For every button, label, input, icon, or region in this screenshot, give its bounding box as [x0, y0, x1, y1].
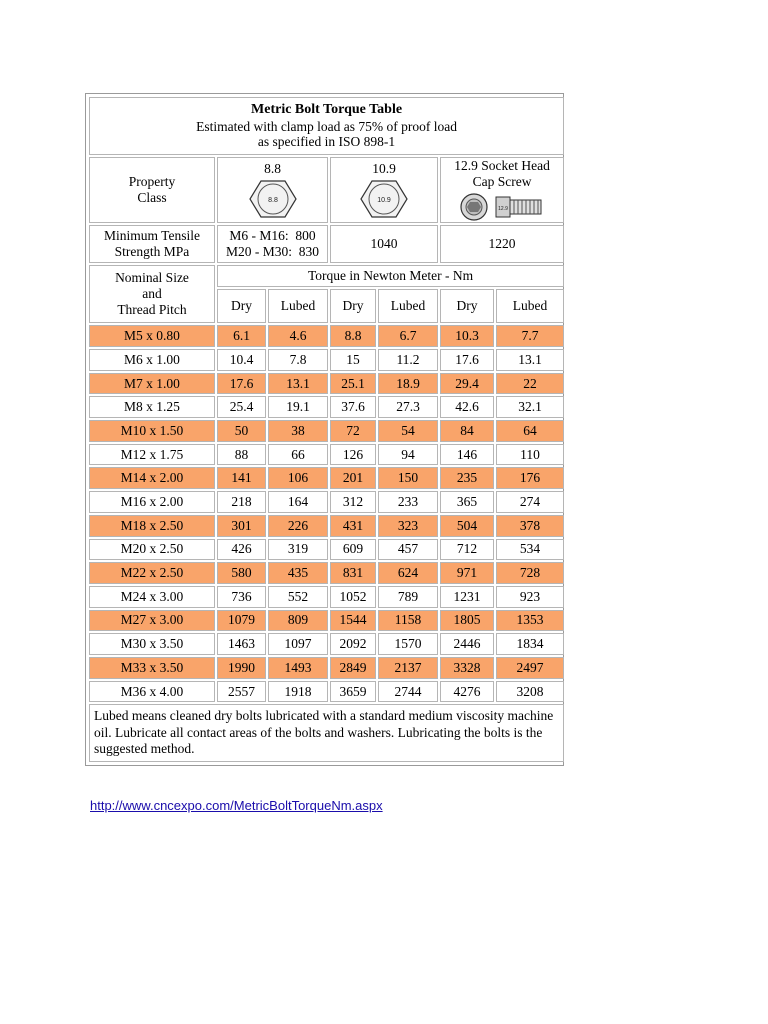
torque-value-cell: 88	[217, 444, 266, 466]
min-tensile-label-2: Strength MPa	[114, 244, 190, 260]
table-row	[89, 444, 564, 466]
row-size-cell: M6 x 1.00	[89, 349, 215, 371]
torque-value-cell: 712	[440, 539, 494, 561]
class-12-9-cell	[440, 157, 564, 223]
torque-value-cell: 1834	[496, 633, 564, 655]
table-row	[89, 610, 564, 632]
torque-value-cell: 11.2	[378, 349, 438, 371]
table-row	[89, 657, 564, 679]
torque-value-cell: 552	[268, 586, 328, 608]
torque-value-cell: 235	[440, 467, 494, 489]
torque-value-cell: 84	[440, 420, 494, 442]
socket-head-cap-screw-icon	[457, 192, 547, 222]
torque-value-cell: 126	[330, 444, 376, 466]
torque-value-cell: 72	[330, 420, 376, 442]
torque-value-cell: 457	[378, 539, 438, 561]
torque-value-cell: 146	[440, 444, 494, 466]
torque-value-cell: 66	[268, 444, 328, 466]
table-row	[89, 633, 564, 655]
col-dry-12-9: Dry	[440, 289, 494, 323]
torque-value-cell: 789	[378, 586, 438, 608]
torque-value-cell: 2446	[440, 633, 494, 655]
torque-value-cell: 18.9	[378, 373, 438, 395]
note-row	[89, 704, 564, 761]
col-dry-8-8: Dry	[217, 289, 266, 323]
torque-value-cell: 2137	[378, 657, 438, 679]
table-subtitle-line2: as specified in ISO 898-1	[257, 134, 396, 150]
torque-value-cell: 233	[378, 491, 438, 513]
row-size-cell: M20 x 2.50	[89, 539, 215, 561]
torque-value-cell: 2092	[330, 633, 376, 655]
torque-value-cell: 1570	[378, 633, 438, 655]
torque-value-cell: 1493	[268, 657, 328, 679]
tensile-8-8-line1: M6 - M16: 800	[229, 228, 316, 244]
table-row	[89, 373, 564, 395]
torque-value-cell: 27.3	[378, 396, 438, 418]
torque-value-cell: 226	[268, 515, 328, 537]
table-title-cell	[89, 97, 564, 155]
torque-value-cell: 923	[496, 586, 564, 608]
torque-value-cell: 13.1	[268, 373, 328, 395]
torque-value-cell: 17.6	[217, 373, 266, 395]
torque-value-cell: 2557	[217, 681, 266, 703]
torque-value-cell: 1079	[217, 610, 266, 632]
table-title: Metric Bolt Torque Table	[251, 102, 403, 117]
torque-value-cell: 176	[496, 467, 564, 489]
row-size-cell: M16 x 2.00	[89, 491, 215, 513]
torque-value-cell: 218	[217, 491, 266, 513]
row-size-cell: M33 x 3.50	[89, 657, 215, 679]
torque-value-cell: 22	[496, 373, 564, 395]
torque-value-cell: 2849	[330, 657, 376, 679]
class-12-9-label-2: Cap Screw	[472, 174, 532, 190]
torque-value-cell: 274	[496, 491, 564, 513]
torque-value-cell: 19.1	[268, 396, 328, 418]
torque-value-cell: 13.1	[496, 349, 564, 371]
tensile-8-8-cell	[217, 225, 328, 263]
hex-bolt-10-9-icon	[359, 179, 409, 219]
class-10-9-label: 10.9	[372, 161, 396, 177]
table-row	[89, 515, 564, 537]
torque-value-cell: 3208	[496, 681, 564, 703]
tensile-8-8-line2: M20 - M30: 830	[225, 244, 319, 260]
nominal-size-label-1: Nominal Size	[115, 270, 189, 286]
torque-value-cell: 50	[217, 420, 266, 442]
bolt-head-marking-12-9: 12.9	[498, 206, 508, 213]
torque-value-cell: 29.4	[440, 373, 494, 395]
torque-value-cell: 2497	[496, 657, 564, 679]
table-row	[89, 681, 564, 703]
torque-value-cell: 736	[217, 586, 266, 608]
min-tensile-label-1: Minimum Tensile	[104, 228, 200, 244]
class-8-8-cell	[217, 157, 328, 223]
torque-value-cell: 38	[268, 420, 328, 442]
hex-bolt-8-8-icon	[248, 179, 298, 219]
table-row	[89, 349, 564, 371]
torque-value-cell: 10.4	[217, 349, 266, 371]
row-size-cell: M12 x 1.75	[89, 444, 215, 466]
row-size-cell: M7 x 1.00	[89, 373, 215, 395]
torque-value-cell: 301	[217, 515, 266, 537]
property-class-header	[89, 157, 215, 223]
torque-value-cell: 3659	[330, 681, 376, 703]
row-size-cell: M30 x 3.50	[89, 633, 215, 655]
table-row	[89, 562, 564, 584]
torque-table-frame	[85, 93, 564, 766]
metric-bolt-torque-table	[87, 95, 566, 764]
torque-value-cell: 624	[378, 562, 438, 584]
col-dry-10-9: Dry	[330, 289, 376, 323]
torque-value-cell: 323	[378, 515, 438, 537]
col-lubed-8-8: Lubed	[268, 289, 328, 323]
torque-value-cell: 1990	[217, 657, 266, 679]
torque-value-cell: 728	[496, 562, 564, 584]
bolt-head-marking-10-9: 10.9	[377, 197, 391, 205]
torque-value-cell: 7.7	[496, 325, 564, 347]
torque-value-cell: 4276	[440, 681, 494, 703]
torque-value-cell: 164	[268, 491, 328, 513]
col-lubed-10-9: Lubed	[378, 289, 438, 323]
torque-value-cell: 10.3	[440, 325, 494, 347]
torque-value-cell: 580	[217, 562, 266, 584]
torque-value-cell: 15	[330, 349, 376, 371]
torque-value-cell: 25.1	[330, 373, 376, 395]
torque-value-cell: 106	[268, 467, 328, 489]
class-8-8-label: 8.8	[264, 161, 281, 177]
table-row	[89, 467, 564, 489]
tensile-12-9-cell: 1220	[440, 225, 564, 263]
torque-value-cell: 1052	[330, 586, 376, 608]
row-size-cell: M36 x 4.00	[89, 681, 215, 703]
table-row	[89, 491, 564, 513]
col-lubed-12-9: Lubed	[496, 289, 564, 323]
nominal-size-label-2: and	[142, 286, 162, 302]
torque-value-cell: 110	[496, 444, 564, 466]
row-size-cell: M10 x 1.50	[89, 420, 215, 442]
torque-value-cell: 431	[330, 515, 376, 537]
property-class-label-2: Class	[137, 190, 167, 206]
torque-value-cell: 1463	[217, 633, 266, 655]
row-size-cell: M27 x 3.00	[89, 610, 215, 632]
torque-value-cell: 609	[330, 539, 376, 561]
torque-value-cell: 141	[217, 467, 266, 489]
torque-value-cell: 1544	[330, 610, 376, 632]
tensile-10-9-cell: 1040	[330, 225, 438, 263]
torque-value-cell: 2744	[378, 681, 438, 703]
table-subtitle-line1: Estimated with clamp load as 75% of proof load	[196, 118, 458, 134]
table-row	[89, 420, 564, 442]
torque-value-cell: 6.1	[217, 325, 266, 347]
torque-value-cell: 831	[330, 562, 376, 584]
row-size-cell: M18 x 2.50	[89, 515, 215, 537]
torque-value-cell: 378	[496, 515, 564, 537]
torque-value-cell: 32.1	[496, 396, 564, 418]
torque-value-cell: 8.8	[330, 325, 376, 347]
torque-value-cell: 1918	[268, 681, 328, 703]
torque-value-cell: 6.7	[378, 325, 438, 347]
table-row	[89, 539, 564, 561]
torque-value-cell: 426	[217, 539, 266, 561]
property-class-label-1: Property	[128, 174, 176, 190]
table-row	[89, 586, 564, 608]
nominal-size-header	[89, 265, 215, 323]
torque-value-cell: 1231	[440, 586, 494, 608]
bolt-head-marking-8-8: 8.8	[267, 197, 278, 205]
row-size-cell: M22 x 2.50	[89, 562, 215, 584]
source-link[interactable]: http://www.cncexpo.com/MetricBoltTorqueNm.aspx	[90, 798, 383, 813]
torque-value-cell: 42.6	[440, 396, 494, 418]
row-size-cell: M5 x 0.80	[89, 325, 215, 347]
row-size-cell: M24 x 3.00	[89, 586, 215, 608]
torque-value-cell: 365	[440, 491, 494, 513]
torque-value-cell: 17.6	[440, 349, 494, 371]
torque-value-cell: 150	[378, 467, 438, 489]
class-10-9-cell	[330, 157, 438, 223]
torque-value-cell: 312	[330, 491, 376, 513]
torque-value-cell: 319	[268, 539, 328, 561]
torque-value-cell: 201	[330, 467, 376, 489]
torque-value-cell: 971	[440, 562, 494, 584]
min-tensile-header	[89, 225, 215, 263]
torque-value-cell: 534	[496, 539, 564, 561]
torque-value-cell: 1805	[440, 610, 494, 632]
row-size-cell: M14 x 2.00	[89, 467, 215, 489]
torque-value-cell: 94	[378, 444, 438, 466]
torque-value-cell: 1158	[378, 610, 438, 632]
torque-value-cell: 435	[268, 562, 328, 584]
torque-value-cell: 809	[268, 610, 328, 632]
class-12-9-label-1: 12.9 Socket Head	[454, 158, 550, 174]
torque-value-cell: 25.4	[217, 396, 266, 418]
torque-value-cell: 54	[378, 420, 438, 442]
table-row	[89, 396, 564, 418]
torque-value-cell: 4.6	[268, 325, 328, 347]
torque-value-cell: 37.6	[330, 396, 376, 418]
table-footnote: Lubed means cleaned dry bolts lubricated with a standard medium viscosity machine oil. Lubricate all contact areas of the bolts and washers. Lubricating the bolts is the suggested method.	[89, 704, 564, 761]
torque-value-cell: 1353	[496, 610, 564, 632]
torque-value-cell: 64	[496, 420, 564, 442]
nominal-size-label-3: Thread Pitch	[117, 302, 187, 318]
torque-value-cell: 7.8	[268, 349, 328, 371]
row-size-cell: M8 x 1.25	[89, 396, 215, 418]
torque-value-cell: 3328	[440, 657, 494, 679]
torque-value-cell: 504	[440, 515, 494, 537]
table-row	[89, 325, 564, 347]
torque-unit-header: Torque in Newton Meter - Nm	[217, 265, 564, 287]
torque-value-cell: 1097	[268, 633, 328, 655]
